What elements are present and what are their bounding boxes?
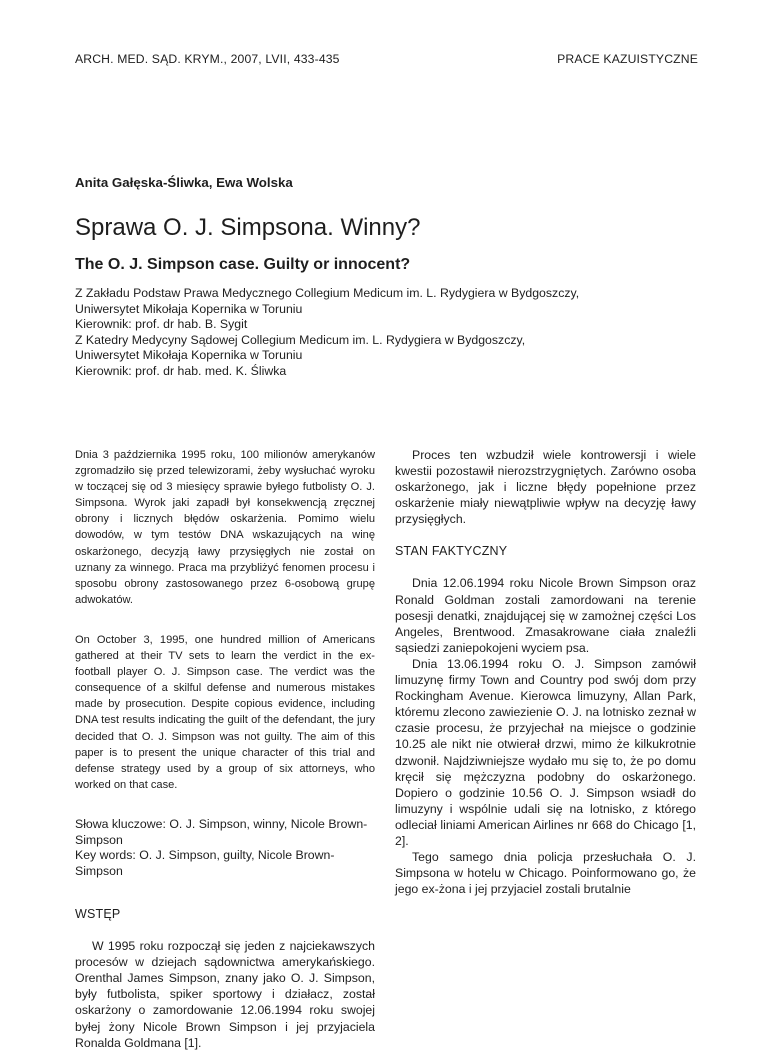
facts-paragraph: Tego samego dnia policja przesłuchała O. J. Simpsona w hotelu w Chicago. Poinformowano go, że jego ex-żona i jej przyjaciel zostali brutalnie — [395, 850, 696, 897]
facts-paragraph: Dnia 13.06.1994 roku O. J. Simpson zamówił limuzynę firmy Town and Country pod swój dom przy Rockingham Avenue. Kierowca limuzyny, Allan Park, któremu zlecono zawiezienie O. J. na lotnisko zeznał w czasie procesu, że przyjechał na miejsce o godzinie 10.25 ale nikt nie otwierał drzwi, mimo że kilkukrotnie dzwonił. Najdziwniejsze wydało mu się to, że po domu kręcił się mężczyzna podobny do oskarżonego. Dopiero o godzinie 10.56 O. J. Simpson wsiadł do limuzyny i wspólnie udali się na lotnisko, z którego odleciał liniami American Airlines nr 668 do Chicago [1, 2]. — [395, 656, 696, 848]
affiliation-line: Uniwersytet Mikołaja Kopernika w Toruniu — [75, 301, 303, 316]
keywords-block — [75, 817, 375, 880]
affiliation-line: Kierownik: prof. dr hab. med. K. Śliwka — [75, 363, 287, 378]
abstract-polish: Dnia 3 października 1995 roku, 100 milionów amerykanów zgromadziło się przed telewizorami, żeby wysłuchać wyroku w toczącej się od 3 miesięcy sprawie byłego futbolisty O. J. Simpsona. Wyrok jaki zapadł był konsekwencją zręcznej obrony i licznych błędów oskarżenia. Pomimo wielu dowodów, w tym testów DNA wskazujących na winę oskarżonego, decyzją ławy przysięgłych nie został on uznany za winnego. Praca ma przybliżyć fenomen procesu i sposobu obrony zastosowanego przez 6-osobową grupę adwokatów. — [75, 449, 375, 606]
abstract-english: On October 3, 1995, one hundred million of Americans gathered at their TV sets to learn the verdict in the ex-football player O. J. Simpson case. The verdict was the consequence of a skilful defense and numerous mistakes made by prosecution. Despite copious evidence, including DNA test results indicating the guilt of the defendant, the jury decided that O. J. Simpson was not guilty. The aim of this paper is to present the unique character of this trial and defense strategy used by a group of six attorneys, who worked on that case. — [75, 633, 375, 791]
affiliation-line: Z Zakładu Podstaw Prawa Medycznego Collegium Medicum im. L. Rydygiera w Bydgoszczy, — [75, 286, 580, 300]
keywords-polish: Słowa kluczowe: O. J. Simpson, winny, Nicole Brown-Simpson — [75, 816, 368, 847]
section-heading-intro: WSTĘP — [75, 907, 121, 922]
affiliation-line: Uniwersytet Mikołaja Kopernika w Toruniu — [75, 348, 303, 363]
left-column — [75, 447, 375, 1051]
right-column — [395, 447, 696, 897]
section-label: PRACE KAZUISTYCZNE — [557, 52, 698, 66]
section-heading-facts: STAN FAKTYCZNY — [395, 544, 508, 559]
author-list: Anita Gałęska-Śliwka, Ewa Wolska — [75, 175, 293, 190]
affiliation-line: Z Katedry Medycyny Sądowej Collegium Medicum im. L. Rydygiera w Bydgoszczy, — [75, 332, 526, 347]
keywords-english: Key words: O. J. Simpson, guilty, Nicole Brown-Simpson — [75, 848, 335, 879]
running-header — [75, 52, 698, 68]
journal-citation: ARCH. MED. SĄD. KRYM., 2007, LVII, 433-435 — [75, 52, 340, 66]
affiliations — [75, 286, 695, 380]
facts-paragraph: Dnia 12.06.1994 roku Nicole Brown Simpson oraz Ronald Goldman zostali zamordowani na terenie posesji denatki, znajdującej się w zamożnej części Los Angeles, Brentwood. Zmasakrowane ciała znaleźli sąsiedzi zaniepokojeni wyciem psa. — [395, 576, 696, 655]
intro-paragraph: W 1995 roku rozpoczął się jeden z najciekawszych procesów w dziejach sądownictwa amerykańskiego. Orenthal James Simpson, znany jako O. J. Simpson, były futbolista, spiker sportowy i działacz, został oskarżony o zamordowanie 12.06.1994 roku swojej byłej żony Nicole Brown Simpson i jej przyjaciela Ronalda Goldmana [1]. — [75, 939, 375, 1050]
intro-paragraph-2: Proces ten wzbudził wiele kontrowersji i wiele kwestii pozostawił nierozstrzygniętych. Zarówno osoba oskarżonego, jak i liczne błędy popełnione przez oskarżenie miały niewątpliwie wpływ na decyzję ławy przysięgłych. — [395, 448, 696, 527]
article-title-polish: Sprawa O. J. Simpsona. Winny? — [75, 214, 421, 241]
article-title-english: The O. J. Simpson case. Guilty or innocent? — [75, 256, 411, 273]
affiliation-line: Kierownik: prof. dr hab. B. Sygit — [75, 317, 248, 332]
